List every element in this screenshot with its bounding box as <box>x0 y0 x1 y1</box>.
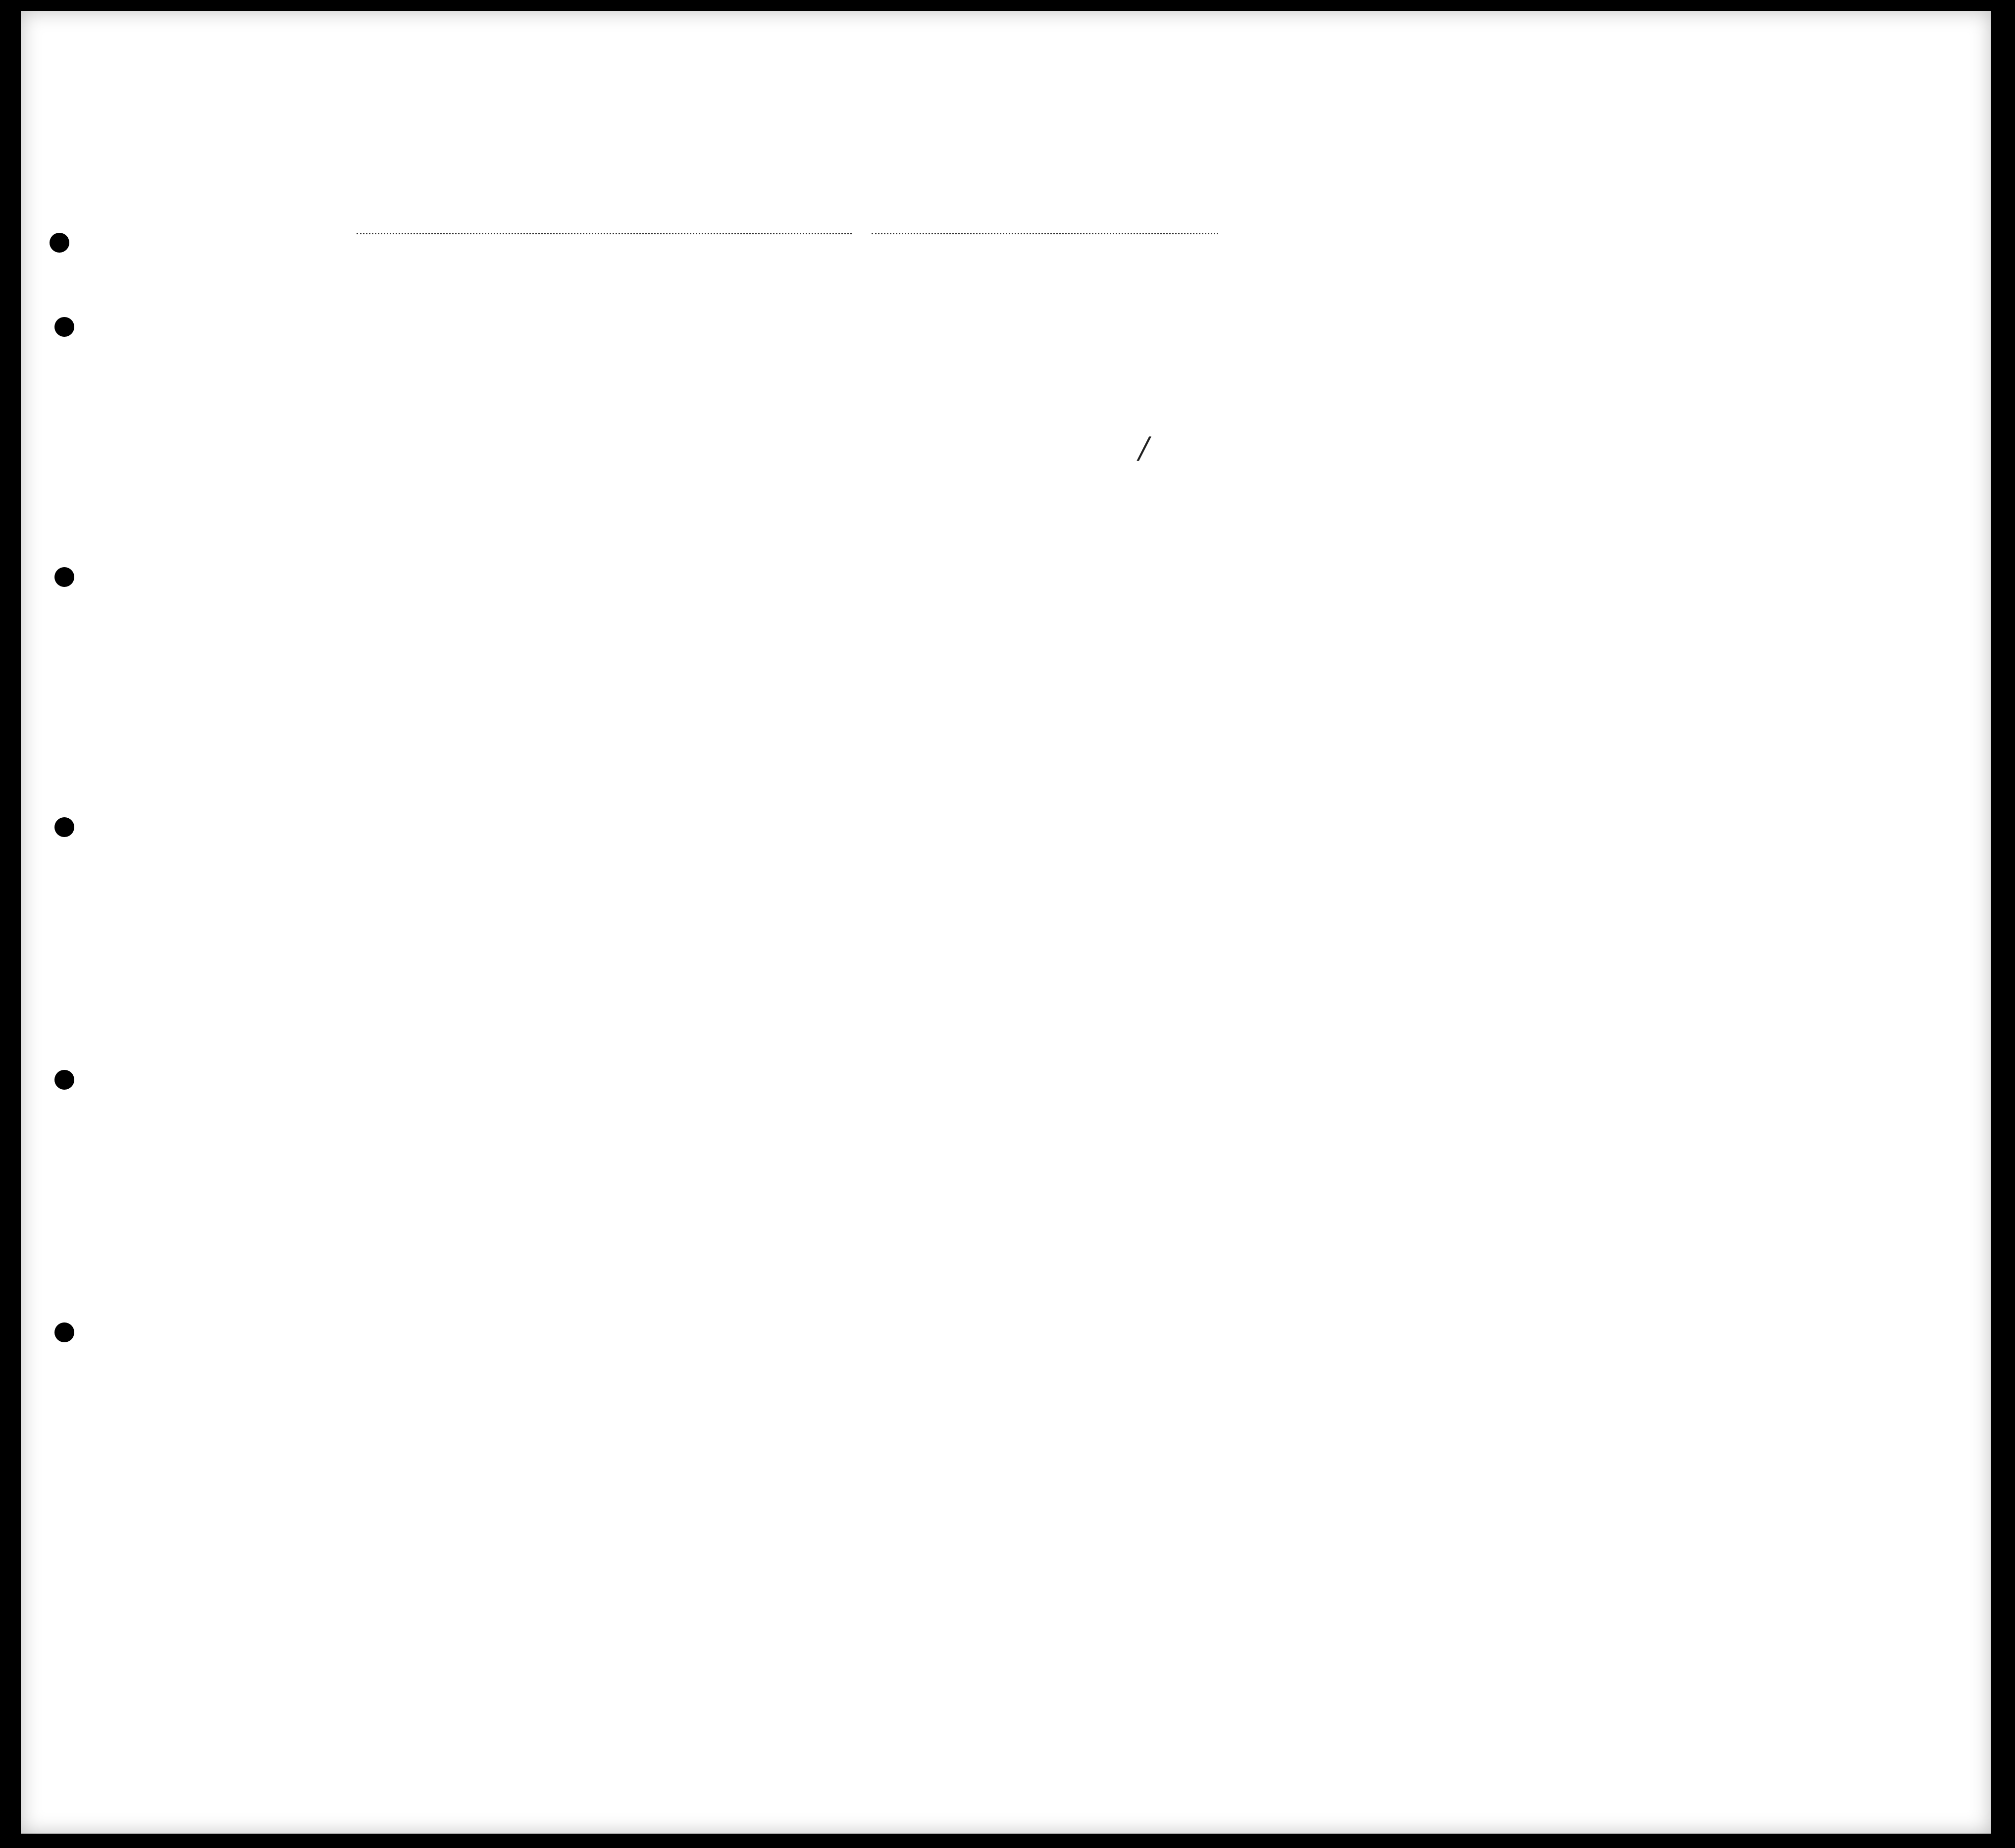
header-overthrow <box>1387 297 1408 426</box>
handwritten-checkmark: / <box>1139 431 1149 466</box>
header-labor-offer <box>1426 297 1448 426</box>
document-sheet <box>21 11 1991 1834</box>
header-prison <box>1297 297 1317 426</box>
header-anarchist <box>1354 297 1374 426</box>
header-ticket <box>582 297 604 426</box>
header-purpose-length <box>1193 307 1213 426</box>
punch-hole-4 <box>54 1070 74 1090</box>
header-inches <box>1669 386 1684 426</box>
punch-hole-3 <box>54 817 74 837</box>
punch-hole-1 <box>54 317 74 337</box>
punch-hole-5 <box>54 1322 74 1342</box>
punch-hole-top <box>50 233 69 253</box>
header-polygamist <box>1327 297 1347 426</box>
header-purpose-citizen <box>1258 307 1278 426</box>
punch-hole-2 <box>54 567 74 587</box>
header-purpose-return <box>1137 307 1157 426</box>
header-feet <box>1640 396 1655 426</box>
port-dotted-line <box>357 233 852 234</box>
header-deported <box>1471 297 1493 426</box>
header-money <box>706 297 727 426</box>
date-dotted-line <box>872 233 1218 234</box>
